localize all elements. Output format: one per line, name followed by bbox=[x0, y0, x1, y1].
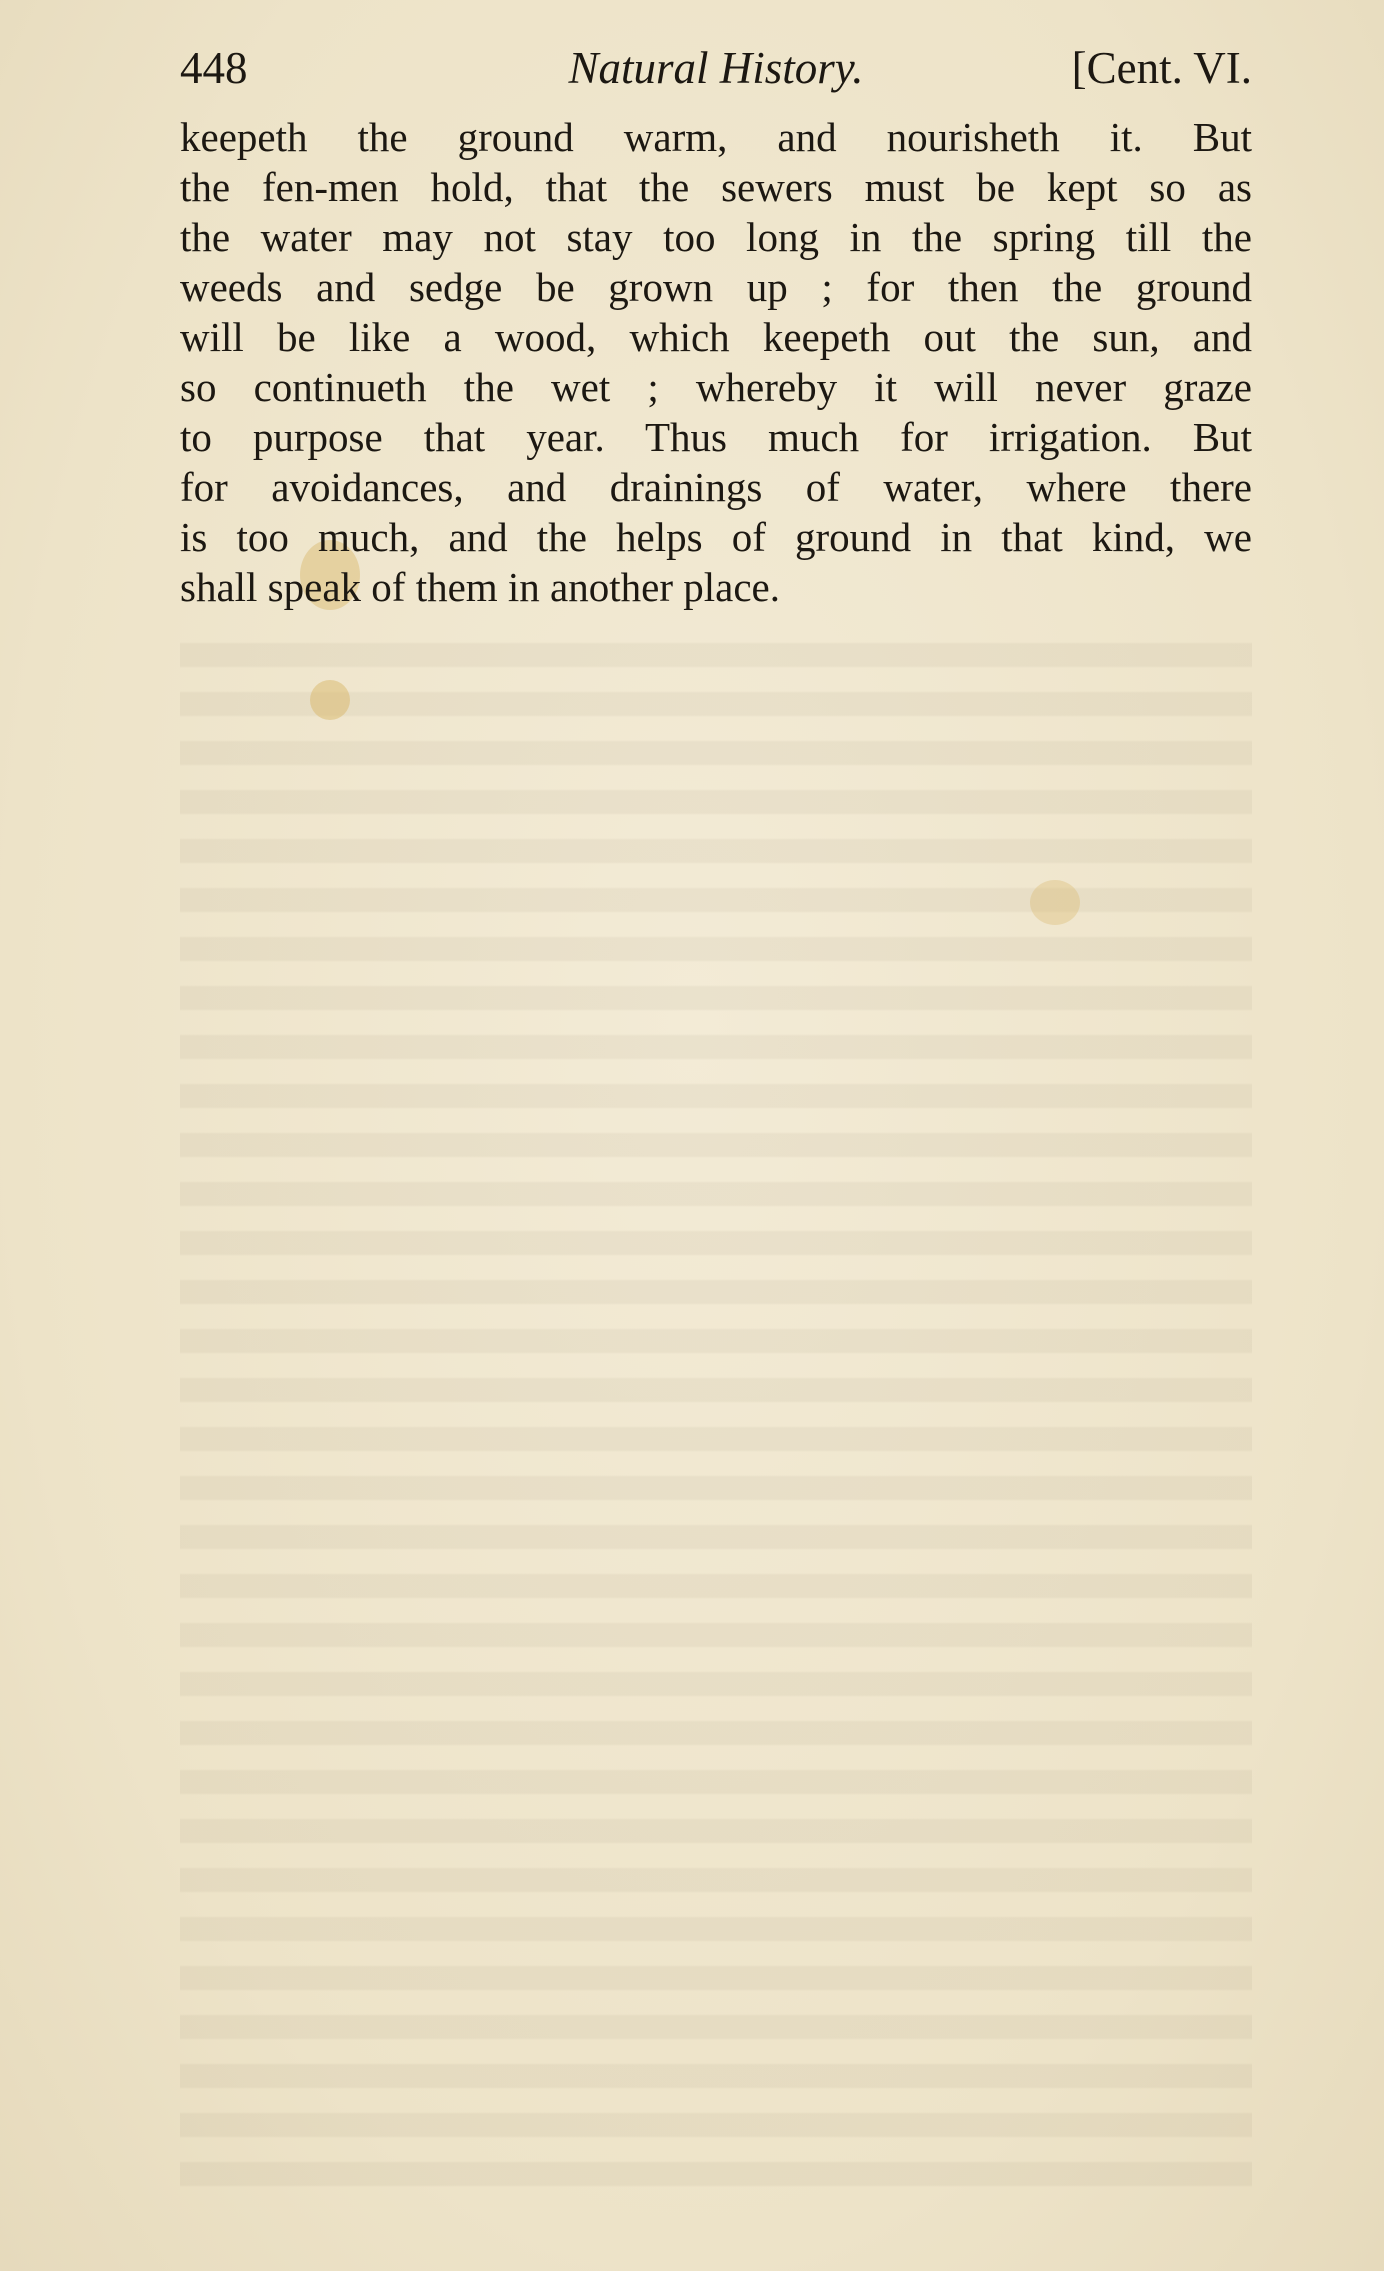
running-title: Natural History. bbox=[568, 43, 864, 93]
text-line: is too much, and the helps of ground in that kind, we bbox=[180, 514, 1252, 560]
text-line: for avoidances, and drainings of water, where there bbox=[180, 464, 1252, 510]
page-number: 448 bbox=[180, 43, 248, 93]
foxing-stain bbox=[1030, 880, 1080, 925]
foxing-stain bbox=[310, 680, 350, 720]
text-line: weeds and sedge be grown up ; for then the ground bbox=[180, 264, 1252, 310]
text-line: the fen-men hold, that the sewers must be kept so as bbox=[180, 164, 1252, 210]
running-head bbox=[180, 38, 1252, 98]
section-mark: [Cent. VI. bbox=[1071, 43, 1252, 93]
text-line: the water may not stay too long in the spring till the bbox=[180, 214, 1252, 260]
show-through-texture bbox=[180, 630, 1252, 2210]
text-line: will be like a wood, which keepeth out the sun, and bbox=[180, 314, 1252, 360]
body-text bbox=[180, 112, 1252, 612]
text-line: to purpose that year. Thus much for irrigation. But bbox=[180, 414, 1252, 460]
text-line: keepeth the ground warm, and nourisheth it. But bbox=[180, 114, 1252, 160]
text-line: shall speak of them in another place. bbox=[180, 564, 780, 610]
text-line: so continueth the wet ; whereby it will never graze bbox=[180, 364, 1252, 410]
